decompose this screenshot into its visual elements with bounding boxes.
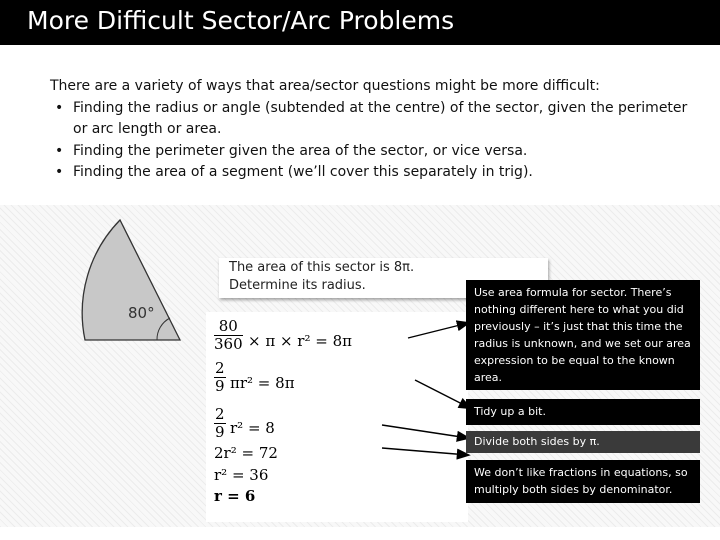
bullet-glyph: • [55, 164, 64, 180]
intro-text [50, 76, 690, 184]
question-line-2: Determine its radius. [229, 278, 366, 293]
bullet-item: • Finding the radius or angle (subtended at the centre) of the sector, given the perimeter or arc length or area. [55, 99, 688, 137]
working-line-5: r² = 36 [214, 466, 269, 484]
note-divide: Divide both sides by π. [466, 431, 700, 453]
angle-label: 80° [128, 304, 155, 322]
fraction: $\frac{2}{9}$ [215, 405, 225, 441]
fraction: $\frac{80}{360}$ [214, 317, 243, 353]
intro-lead: There are a variety of ways that area/sector questions might be more difficult: [50, 78, 600, 94]
working-line-3: r² = 8 [230, 419, 275, 437]
title-bar [0, 0, 720, 45]
note-area-formula: Use area formula for sector. There’s nothing different here to what you did previously – it’s just that this time the radius is unknown, and we set our area expression to be equal to the known area. [466, 280, 700, 390]
annotation-arrows [370, 320, 480, 460]
note-fractions: We don’t like fractions in equations, so multiply both sides by denominator. [466, 460, 700, 503]
bullet-item: • Finding the area of a segment (we’ll cover this separately in trig). [50, 162, 690, 184]
slide-title: More Difficult Sector/Arc Problems [27, 6, 455, 35]
question-line-1: The area of this sector is 8π. [229, 260, 415, 275]
working-line-1: × π × r² = 8π [248, 332, 352, 350]
arrow-3 [382, 425, 468, 438]
arrow-1 [408, 323, 468, 338]
working-line-6: r = 6 [214, 487, 256, 505]
working-line-4: 2r² = 72 [214, 444, 278, 462]
bullet-item: • Finding the perimeter given the area of the sector, or vice versa. [50, 141, 690, 163]
note-tidy: Tidy up a bit. [466, 399, 700, 425]
arrow-4 [382, 448, 468, 455]
bullet-glyph: • [55, 142, 64, 159]
intro-bullets [50, 98, 690, 184]
arrow-2 [415, 380, 470, 408]
sector-shape [82, 220, 180, 340]
working-line-2: πr² = 8π [230, 374, 295, 392]
bullet-glyph: • [55, 99, 64, 116]
fraction: $\frac{2}{9}$ [215, 359, 225, 395]
sector-diagram [75, 215, 205, 350]
